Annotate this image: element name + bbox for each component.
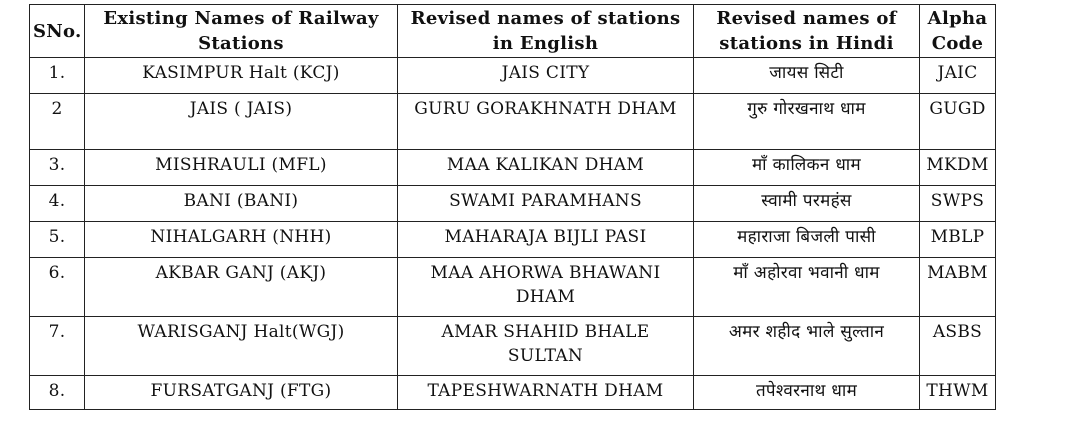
cell-hindi-name: महाराजा बिजली पासी <box>694 222 920 258</box>
cell-existing-name: JAIS ( JAIS) <box>85 94 398 150</box>
header-row <box>30 5 996 58</box>
cell-alpha-code: MABM <box>920 258 996 317</box>
cell-sno: 1. <box>30 58 85 94</box>
cell-english-name: JAIS CITY <box>398 58 694 94</box>
station-renaming-table <box>29 4 996 410</box>
cell-sno: 4. <box>30 186 85 222</box>
cell-alpha-code: MKDM <box>920 150 996 186</box>
cell-alpha-code: SWPS <box>920 186 996 222</box>
table-row <box>30 94 996 150</box>
cell-hindi-name: अमर शहीद भाले सुल्तान <box>694 317 920 376</box>
cell-hindi-name: जायस सिटी <box>694 58 920 94</box>
cell-existing-name: AKBAR GANJ (AKJ) <box>85 258 398 317</box>
cell-existing-name: KASIMPUR Halt (KCJ) <box>85 58 398 94</box>
cell-hindi-name: माँ कालिकन धाम <box>694 150 920 186</box>
cell-english-name: MAHARAJA BIJLI PASI <box>398 222 694 258</box>
cell-alpha-code: ASBS <box>920 317 996 376</box>
header-revised-hindi: Revised names of stations in Hindi <box>694 5 920 58</box>
cell-english-name: GURU GORAKHNATH DHAM <box>398 94 694 150</box>
table-row <box>30 258 996 317</box>
cell-sno: 8. <box>30 376 85 410</box>
cell-sno: 7. <box>30 317 85 376</box>
table-row <box>30 376 996 410</box>
table-row <box>30 222 996 258</box>
header-sno: SNo. <box>30 5 85 58</box>
cell-english-name: MAA KALIKAN DHAM <box>398 150 694 186</box>
cell-existing-name: FURSATGANJ (FTG) <box>85 376 398 410</box>
cell-hindi-name: माँ अहोरवा भवानी धाम <box>694 258 920 317</box>
header-revised-english: Revised names of stations in English <box>398 5 694 58</box>
cell-english-name: MAA AHORWA BHAWANI DHAM <box>398 258 694 317</box>
cell-sno: 3. <box>30 150 85 186</box>
cell-alpha-code: MBLP <box>920 222 996 258</box>
table-row <box>30 58 996 94</box>
header-existing-names: Existing Names of Railway Stations <box>85 5 398 58</box>
cell-hindi-name: तपेश्वरनाथ धाम <box>694 376 920 410</box>
cell-existing-name: NIHALGARH (NHH) <box>85 222 398 258</box>
table-row <box>30 150 996 186</box>
cell-hindi-name: स्वामी परमहंस <box>694 186 920 222</box>
cell-english-name: AMAR SHAHID BHALE SULTAN <box>398 317 694 376</box>
table-row <box>30 186 996 222</box>
cell-alpha-code: GUGD <box>920 94 996 150</box>
cell-existing-name: BANI (BANI) <box>85 186 398 222</box>
cell-alpha-code: THWM <box>920 376 996 410</box>
cell-sno: 5. <box>30 222 85 258</box>
cell-existing-name: MISHRAULI (MFL) <box>85 150 398 186</box>
cell-english-name: TAPESHWARNATH DHAM <box>398 376 694 410</box>
header-alpha-code: Alpha Code <box>920 5 996 58</box>
table-row <box>30 317 996 376</box>
cell-hindi-name: गुरु गोरखनाथ धाम <box>694 94 920 150</box>
cell-english-name: SWAMI PARAMHANS <box>398 186 694 222</box>
cell-sno: 6. <box>30 258 85 317</box>
cell-existing-name: WARISGANJ Halt(WGJ) <box>85 317 398 376</box>
cell-sno: 2 <box>30 94 85 150</box>
cell-alpha-code: JAIC <box>920 58 996 94</box>
